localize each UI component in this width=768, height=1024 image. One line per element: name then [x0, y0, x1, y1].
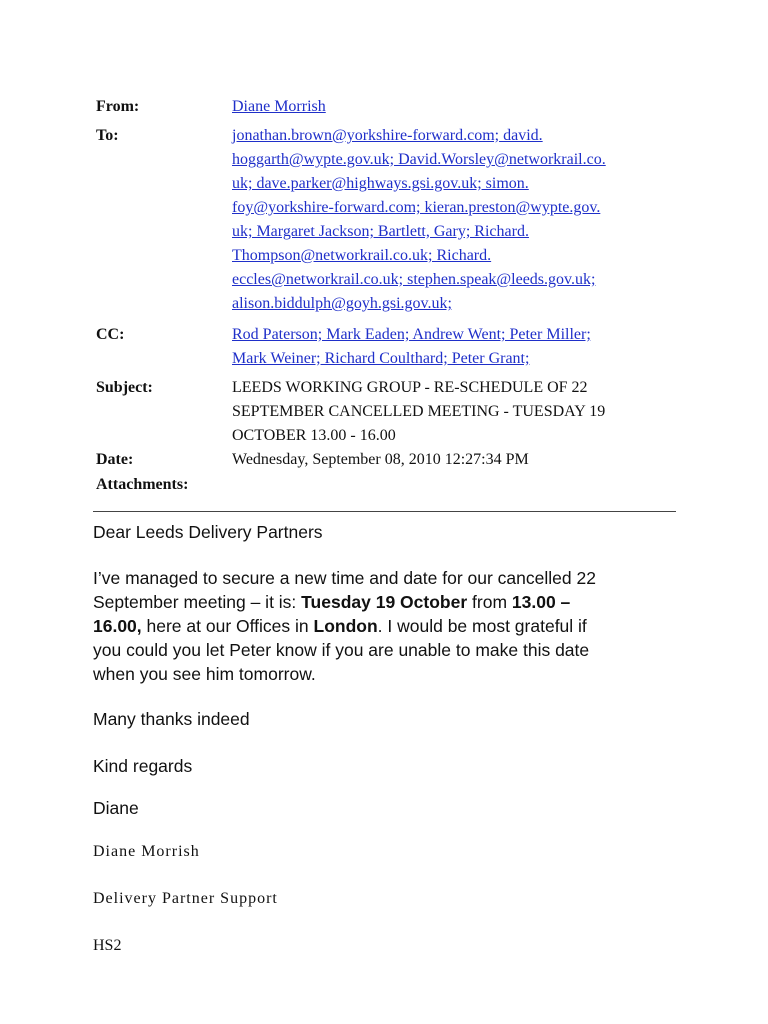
meeting-location-bold: London: [313, 616, 378, 636]
sender-first-name: Diane: [93, 798, 139, 818]
date-label: Date:: [96, 451, 134, 468]
greeting: Dear Leeds Delivery Partners: [93, 522, 323, 542]
to-line[interactable]: alison.biddulph@goyh.gsi.gov.uk;: [232, 295, 452, 312]
cc-line[interactable]: Rod Paterson; Mark Eaden; Andrew Went; Peter Miller;: [232, 326, 591, 343]
cc-line[interactable]: Mark Weiner; Richard Coulthard; Peter Grant;: [232, 350, 530, 367]
body-paragraph: [93, 566, 683, 686]
to-line[interactable]: jonathan.brown@yorkshire-forward.com; david.: [232, 127, 543, 144]
body-text-segment: . I would be most grateful if: [377, 616, 587, 636]
subject-line: SEPTEMBER CANCELLED MEETING - TUESDAY 19: [232, 403, 606, 420]
signature-role: Delivery Partner Support: [93, 890, 278, 907]
to-line[interactable]: foy@yorkshire-forward.com; kieran.preston@wypte.gov.: [232, 199, 601, 216]
from-label: From:: [96, 98, 140, 115]
body-line: [93, 590, 683, 614]
body-text-segment: September meeting – it is:: [93, 592, 302, 612]
meeting-time-bold: 13.00 –: [511, 592, 571, 612]
regards-line: Kind regards: [93, 756, 193, 776]
body-text-segment: here at our Offices in: [141, 616, 314, 636]
to-label: To:: [96, 127, 119, 144]
meeting-date-bold: Tuesday 19 October: [301, 592, 468, 612]
body-line: you could you let Peter know if you are unable to make this date: [93, 640, 590, 660]
to-line[interactable]: hoggarth@wypte.gov.uk; David.Worsley@networkrail.co.: [232, 151, 606, 168]
to-recipients[interactable]: [232, 124, 672, 316]
date-value: Wednesday, September 08, 2010 12:27:34 PM: [232, 451, 529, 468]
body-line: I’ve managed to secure a new time and date for our cancelled 22: [93, 568, 596, 588]
to-line[interactable]: uk; Margaret Jackson; Bartlett, Gary; Richard.: [232, 223, 529, 240]
meeting-time-bold: 16.00,: [93, 616, 142, 636]
signature-org: HS2: [93, 937, 122, 954]
cc-recipients[interactable]: [232, 323, 672, 371]
body-text-segment: from: [467, 592, 512, 612]
signature-name: Diane Morrish: [93, 843, 200, 860]
attachments-label: Attachments:: [96, 476, 189, 493]
to-line[interactable]: uk; dave.parker@highways.gsi.gov.uk; simon.: [232, 175, 529, 192]
from-link[interactable]: Diane Morrish: [232, 98, 326, 115]
subject-label: Subject:: [96, 379, 153, 396]
to-line[interactable]: Thompson@networkrail.co.uk; Richard.: [232, 247, 492, 264]
subject-line: LEEDS WORKING GROUP - RE-SCHEDULE OF 22: [232, 379, 588, 396]
cc-label: CC:: [96, 326, 125, 343]
to-line[interactable]: eccles@networkrail.co.uk; stephen.speak@leeds.gov.uk;: [232, 271, 596, 288]
body-line: [93, 614, 683, 638]
thanks-line: Many thanks indeed: [93, 709, 250, 729]
subject-text: [232, 376, 672, 448]
subject-line: OCTOBER 13.00 - 16.00: [232, 427, 396, 444]
body-line: when you see him tomorrow.: [93, 664, 316, 684]
header-divider: [93, 511, 676, 512]
